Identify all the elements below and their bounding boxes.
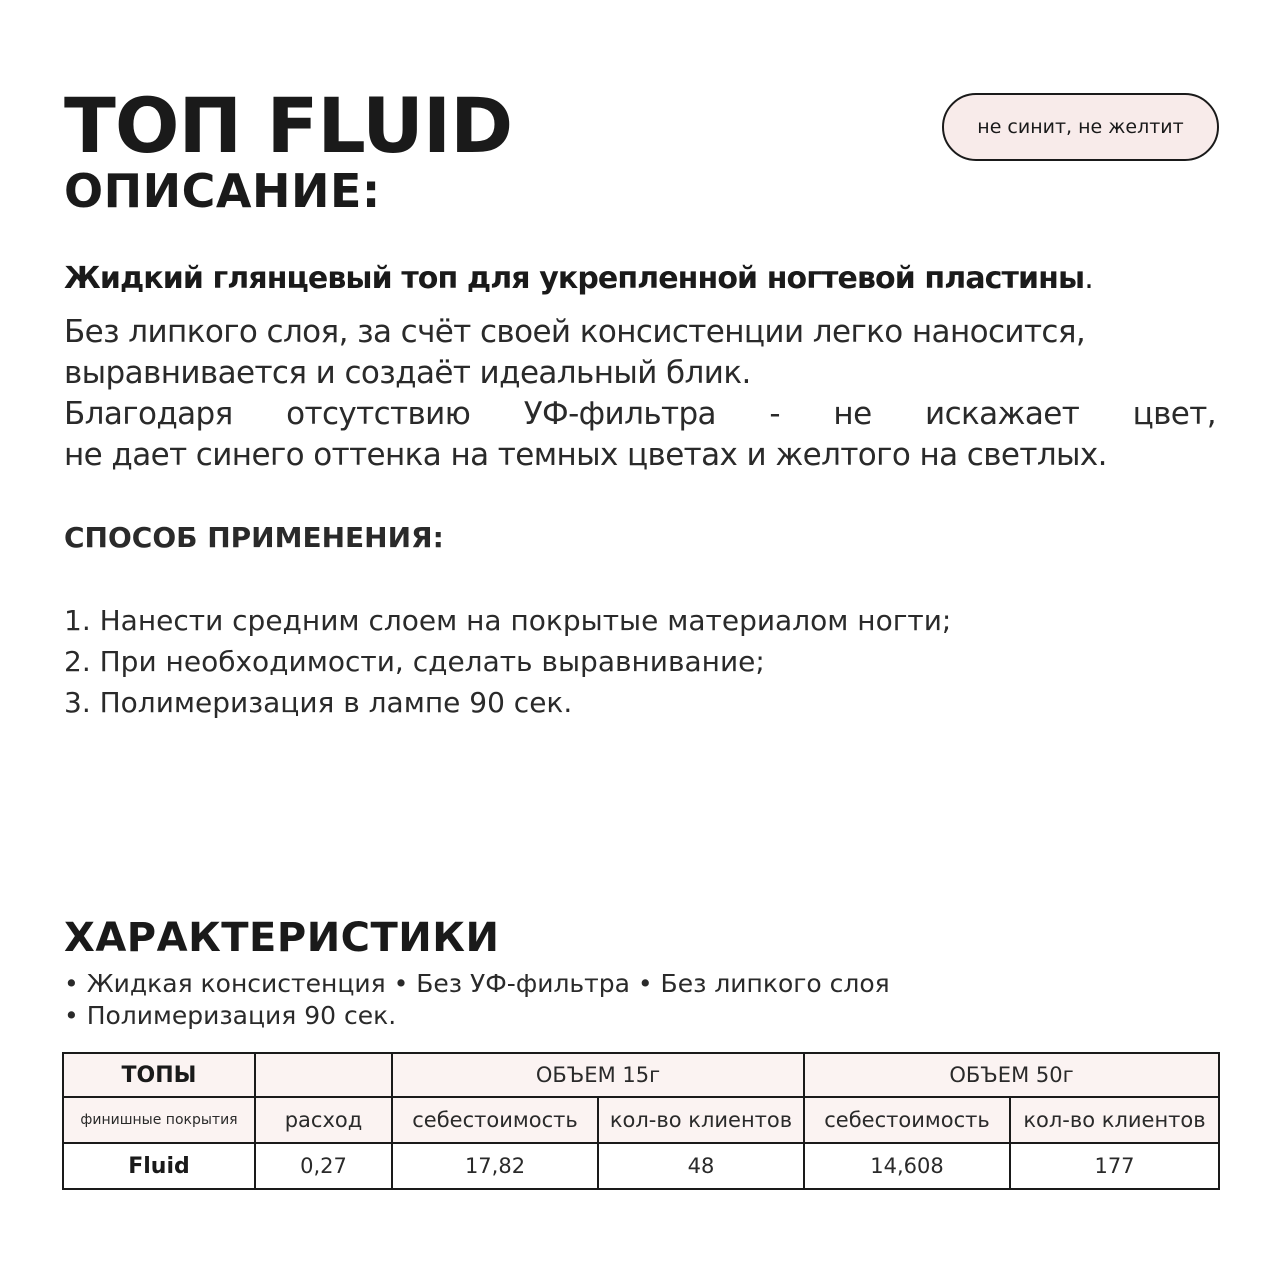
specs-table [62,1052,1220,1190]
description-word: цвет, [1132,396,1216,432]
table-row [63,1143,1219,1189]
table-subheader-consumption: расход [255,1097,392,1143]
description-line-3 [64,394,1216,435]
table-header-volume-15: ОБЪЕМ 15г [392,1053,804,1097]
table-header-tops: ТОПЫ [63,1053,255,1097]
description-heading: ОПИСАНИЕ: [64,164,381,218]
method-heading: СПОСОБ ПРИМЕНЕНИЯ: [64,521,444,554]
characteristics-list [64,968,890,1032]
table-subheader-cost-15: себестоимость [392,1097,598,1143]
description-word: отсутствию [286,396,471,432]
table-cell-clients-15: 48 [598,1143,804,1189]
description-text [64,312,1216,476]
page-title: ТОП FLUID [64,81,513,170]
table-cell-consumption: 0,27 [255,1143,392,1189]
lead-period: . [1084,261,1094,296]
description-line-2: выравнивается и создаёт идеальный блик. [64,355,751,391]
table-cell-clients-50: 177 [1010,1143,1219,1189]
table-subheader-finish: финишные покрытия [63,1097,255,1143]
table-subheader-cost-50: себестоимость [804,1097,1010,1143]
lead-bold-text: Жидкий глянцевый топ для укрепленной ногтевой пластины [64,261,1085,296]
characteristics-line-2: • Полимеризация 90 сек. [64,1001,397,1030]
description-word: Благодаря [64,396,233,432]
description-word: - [769,396,780,432]
table-header-volume-50: ОБЪЕМ 50г [804,1053,1219,1097]
characteristics-heading: ХАРАКТЕРИСТИКИ [64,915,500,961]
lead-sentence [64,258,1094,300]
feature-badge: не синит, не желтит [942,93,1219,161]
description-line-4: не дает синего оттенка на темных цветах и желтого на светлых. [64,437,1107,473]
description-word: УФ-фильтра [523,396,716,432]
table-subheader-row [63,1097,1219,1143]
table-subheader-clients-15: кол-во клиентов [598,1097,804,1143]
table-cell-cost-15: 17,82 [392,1143,598,1189]
table-header-row [63,1053,1219,1097]
method-step: 1. Нанести средним слоем на покрытые материалом ногти; [64,604,952,637]
description-word: не [833,396,872,432]
table-subheader-clients-50: кол-во клиентов [1010,1097,1219,1143]
description-line-1: Без липкого слоя, за счёт своей консистенции легко наносится, [64,314,1086,350]
description-word: искажает [925,396,1080,432]
characteristics-line-1: • Жидкая консистенция • Без УФ-фильтра • Без липкого слоя [64,969,890,998]
method-step: 3. Полимеризация в лампе 90 сек. [64,686,573,719]
table-header-blank [255,1053,392,1097]
method-step: 2. При необходимости, сделать выравнивание; [64,645,765,678]
table-cell-cost-50: 14,608 [804,1143,1010,1189]
table-cell-name: Fluid [63,1143,255,1189]
method-steps [64,600,951,723]
